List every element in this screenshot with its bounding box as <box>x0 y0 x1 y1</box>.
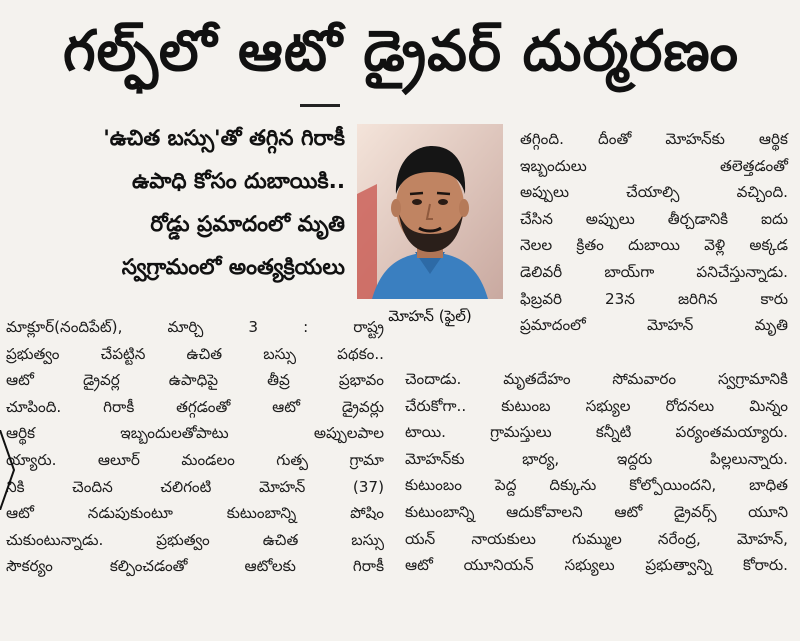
portrait-illustration <box>357 124 503 299</box>
body-left-line: నికి చెందిన చలిగంటి మోహన్ (37) <box>6 477 384 496</box>
page-edge-bracket <box>0 430 18 510</box>
subhead-4: స్వగ్రామంలో అంత్యక్రియలు <box>121 255 345 280</box>
subhead-1: 'ఉచిత బస్సు'తో తగ్గిన గిరాకీ <box>103 126 345 151</box>
body-right-line: చేసిన అప్పులు తీర్చడానికి ఐదు <box>520 209 788 228</box>
body-right-line: చేరుకోగా.. కుటుంబ సభ్యుల రోదనలు మిన్నం <box>405 396 788 415</box>
body-left-line: ప్రభుత్వం చేపట్టిన ఉచిత బస్సు పథకం.. <box>6 344 384 363</box>
body-right-top-column <box>520 126 788 339</box>
headline: గల్ఫ్‌లో ఆటో డ్రైవర్ దుర్మరణం <box>62 19 740 84</box>
portrait-photo <box>357 124 503 299</box>
body-right-line: తగ్గింది. దీంతో మోహన్‌కు ఆర్థిక <box>520 130 788 148</box>
body-right-bottom-column <box>405 366 788 579</box>
body-right-line: యన్ నాయకులు గుమ్ముల నరేంద్ర, మోహన్, <box>405 529 788 548</box>
body-right-line: ఫిబ్రవరి 23న జరిగిన కారు <box>520 289 788 308</box>
body-right-line: టాయి. గ్రామస్తులు కన్నీటి పర్యంతమయ్యారు. <box>405 423 788 442</box>
subhead-3: రోడ్డు ప్రమాదంలో మృతి <box>150 212 345 237</box>
body-left-line: సౌకర్యం కల్పించడంతో ఆటోలకు గిరాకీ <box>6 557 384 576</box>
body-left-line: ఆటో డ్రైవర్ల ఉపాధిపై తీవ్ర ప్రభావం <box>6 371 384 390</box>
body-left-line: ఆటో నడుపుకుంటూ కుటుంబాన్ని పోషిం <box>6 504 384 523</box>
body-right-line: డెలివరీ బాయ్‌గా పనిచేస్తున్నాడు. <box>520 262 788 281</box>
body-right-line: చెందాడు. మృతదేహం సోమవారం స్వగ్రామానికి <box>405 370 788 388</box>
subheads <box>10 118 345 290</box>
photo-caption: మోహన్ (ఫైల్) <box>388 307 472 325</box>
body-left-line: య్యారు. ఆలూర్ మండలం గుత్ప గ్రామా <box>6 450 384 469</box>
body-right-line: అప్పులు చేయాల్సి వచ్చింది. <box>520 183 788 202</box>
body-right-line: ఇబ్బందులు తలెత్తడంతో <box>520 156 788 175</box>
body-left-line: ఆర్థిక ఇబ్బందులతోపాటు అప్పులపాల <box>6 424 384 443</box>
body-right-line: మోహన్‌కు భార్య, ఇద్దరు పిల్లలున్నారు. <box>405 449 788 468</box>
body-left-line: చూపింది. గిరాకీ తగ్గడంతో ఆటో డ్రైవర్లు <box>6 397 384 416</box>
body-right-line: నెలల క్రితం దుబాయి వెళ్లి అక్కడ <box>520 236 788 255</box>
body-left-line: మాక్లూర్(నందిపేట్), మార్చి 3 : రాష్ట్ర <box>6 318 384 336</box>
body-right-line: ఆటో యూనియన్ సభ్యులు ప్రభుత్వాన్ని కోరారు. <box>405 556 788 575</box>
body-right-line: ప్రమాదంలో మోహన్ మృతి <box>520 316 788 335</box>
body-left-line: చుకుంటున్నాడు. ప్రభుత్వం ఉచిత బస్సు <box>6 530 384 549</box>
subhead-2: ఉపాధి కోసం దుబాయికి.. <box>132 169 345 194</box>
body-right-line: కుటుంబం పెద్ద దిక్కును కోల్పోయిందని, బాధిత <box>405 476 788 495</box>
body-left-column <box>6 314 384 580</box>
body-right-line: కుటుంబాన్ని ఆదుకోవాలని ఆటో డ్రైవర్స్ యూని <box>405 502 788 521</box>
headline-rule <box>300 104 340 107</box>
